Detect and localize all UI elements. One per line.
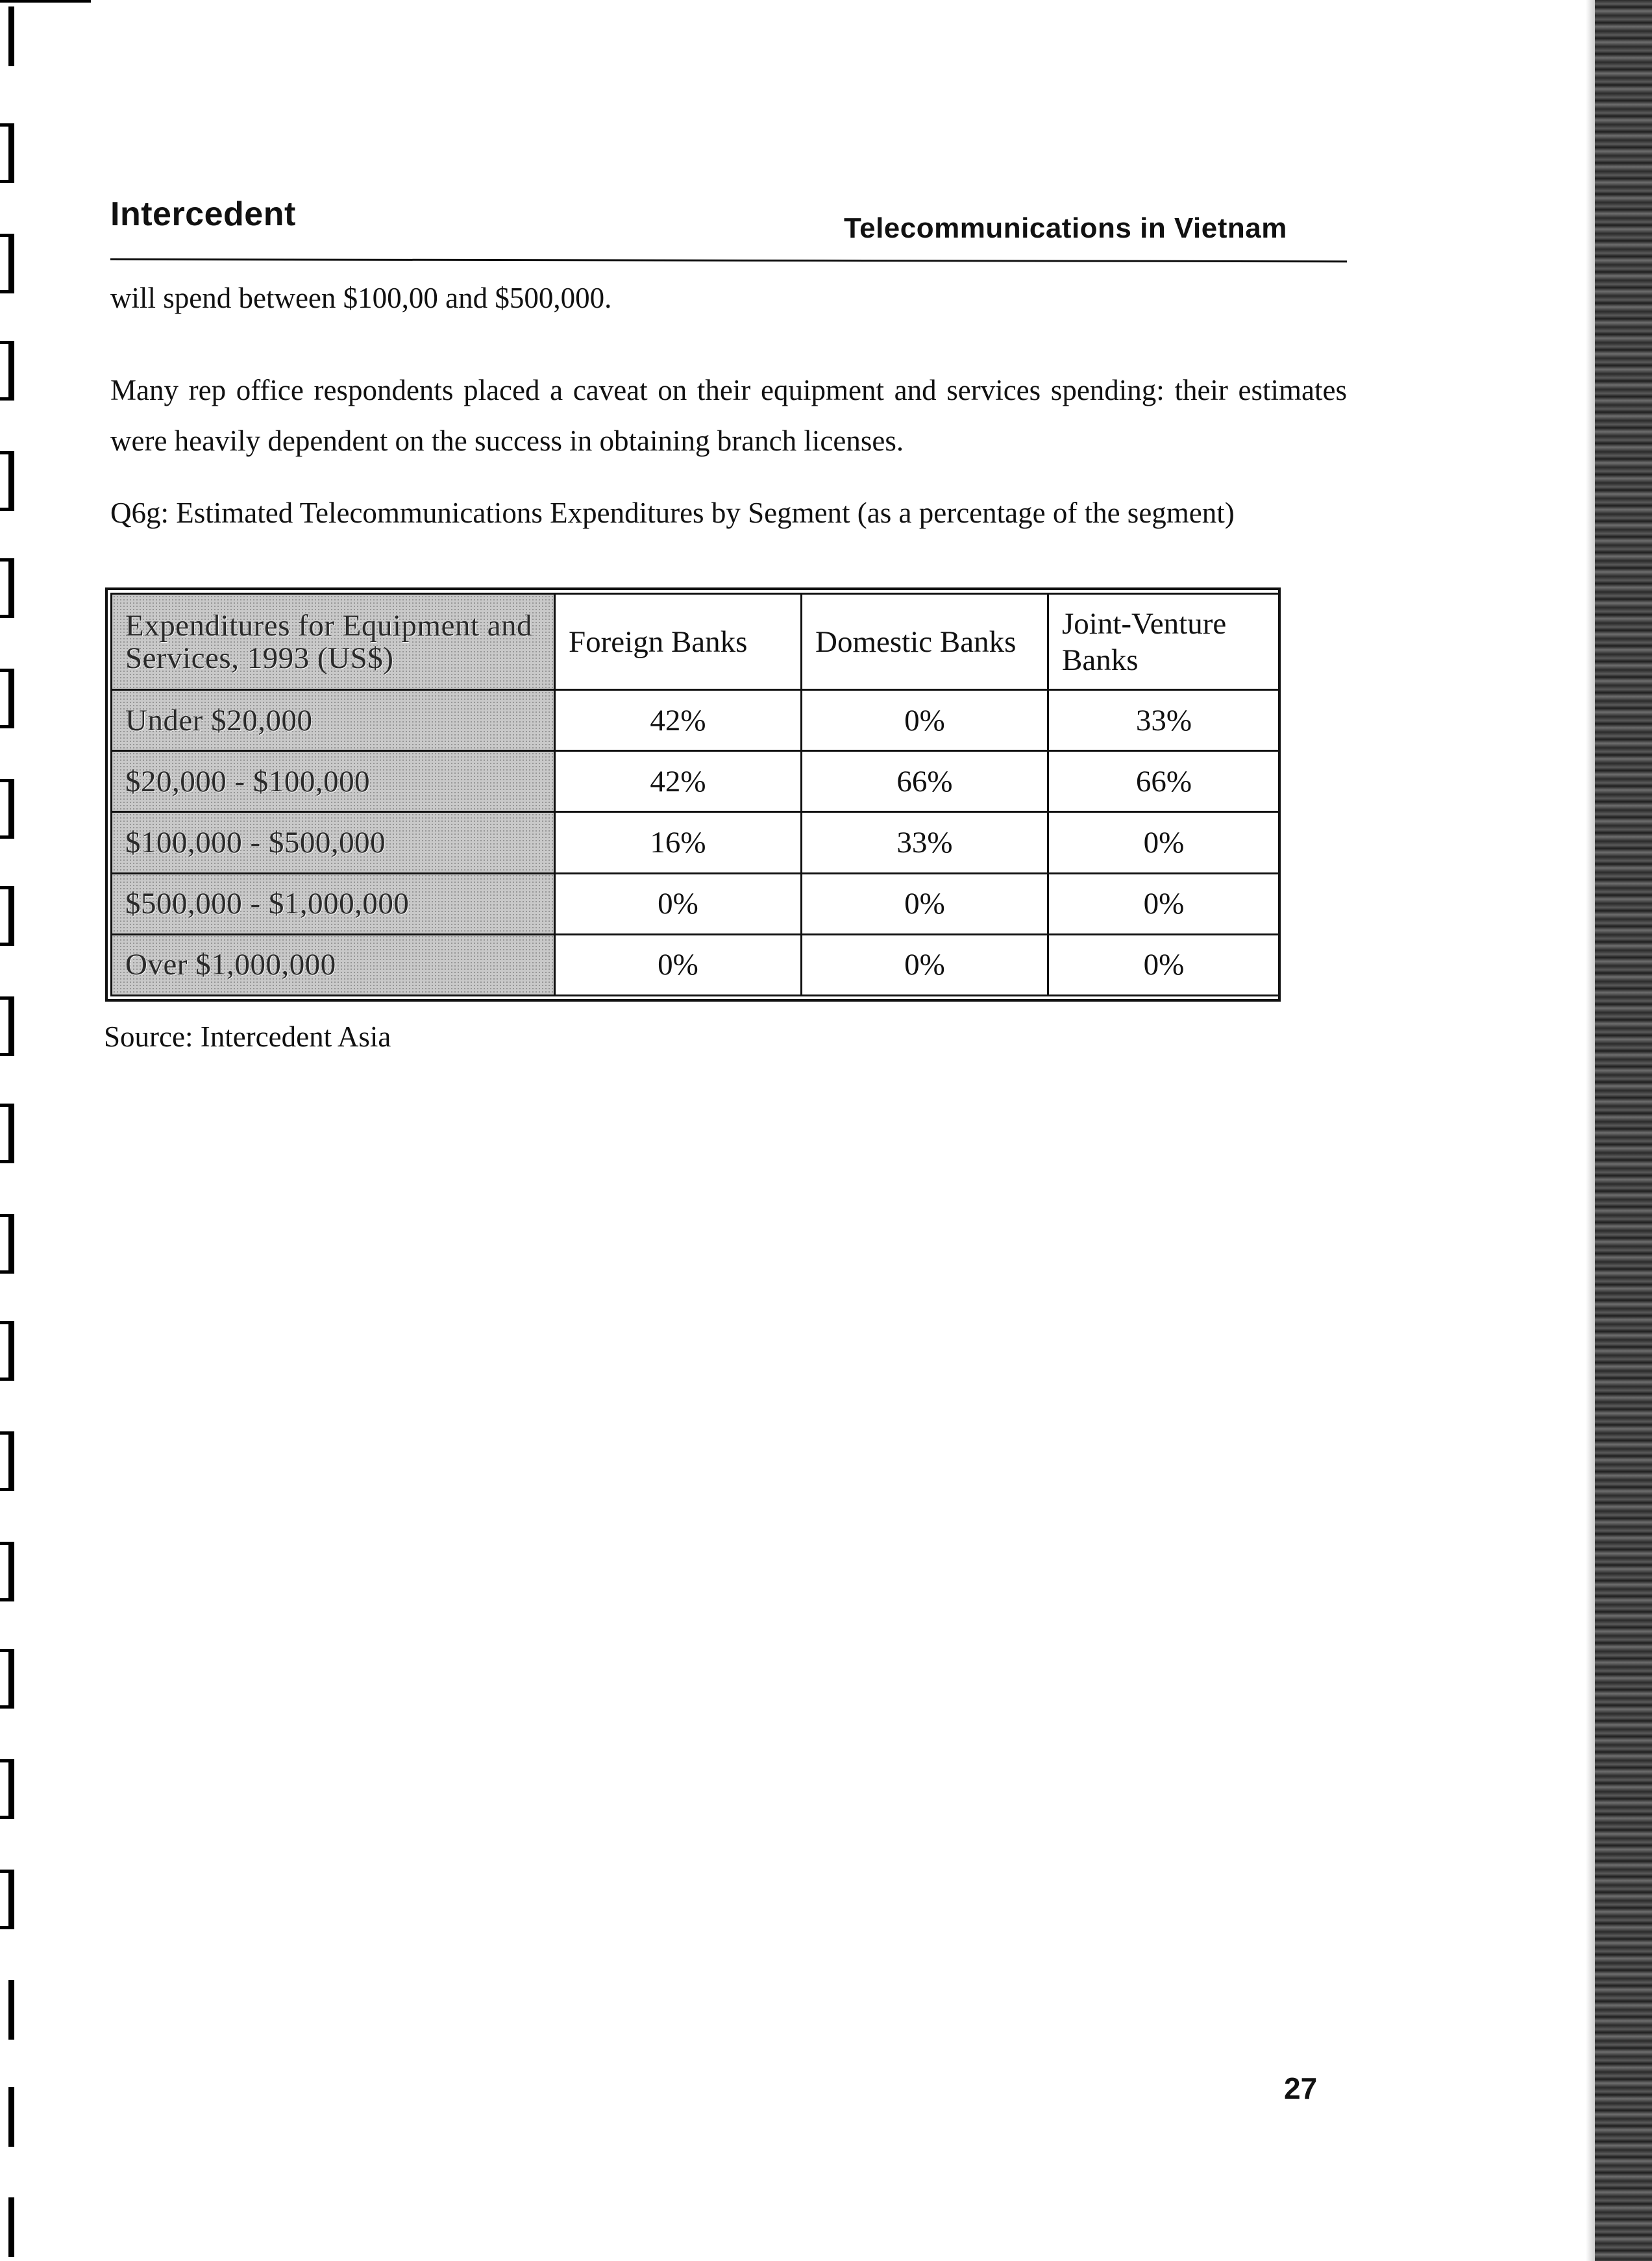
table-caption: Q6g: Estimated Telecommunications Expenditures by Segment (as a percentage of the segment) — [110, 497, 1235, 529]
table-row — [112, 812, 1280, 873]
table-cell: 66% — [1048, 751, 1280, 812]
column-header-domestic-banks: Domestic Banks — [802, 594, 1048, 690]
page-edge-shadow — [1586, 0, 1595, 2261]
table-cell: 42% — [555, 751, 802, 812]
header-company-name: Intercedent — [110, 195, 296, 233]
table-cell: 0% — [1048, 812, 1280, 873]
binding-mark — [0, 1870, 14, 1929]
table-row — [112, 873, 1280, 934]
table-cell: 0% — [802, 934, 1048, 995]
binding-mark — [0, 1542, 14, 1601]
binding-mark — [0, 1649, 14, 1709]
table-cell: 42% — [555, 690, 802, 751]
table-cell: 0% — [555, 934, 802, 995]
spiral-binding-edge — [1595, 0, 1652, 2261]
column-header-joint-venture-banks: Joint-Venture Banks — [1048, 594, 1280, 690]
header-report-title: Telecommunications in Vietnam — [844, 212, 1287, 244]
binding-mark — [0, 1759, 14, 1819]
row-label: $500,000 - $1,000,000 — [112, 873, 555, 934]
binding-mark — [0, 1321, 14, 1381]
binding-mark — [0, 2087, 14, 2147]
binding-mark — [0, 234, 14, 293]
binding-mark — [0, 886, 14, 946]
table-cell: 66% — [802, 751, 1048, 812]
source-note: Source: Intercedent Asia — [104, 1020, 391, 1053]
binding-mark — [0, 996, 14, 1056]
table-cell: 0% — [555, 873, 802, 934]
row-label: Under $20,000 — [112, 690, 555, 751]
column-header-foreign-banks: Foreign Banks — [555, 594, 802, 690]
binding-mark — [0, 451, 14, 511]
binding-mark — [0, 1980, 14, 2040]
binding-mark — [0, 6, 14, 66]
row-label: $100,000 - $500,000 — [112, 812, 555, 873]
table-cell: 33% — [1048, 690, 1280, 751]
binding-mark — [0, 1104, 14, 1163]
table-cell: 16% — [555, 812, 802, 873]
table-cell: 33% — [802, 812, 1048, 873]
binding-mark — [0, 341, 14, 401]
table-cell: 0% — [1048, 934, 1280, 995]
header-rule — [110, 258, 1347, 262]
binding-mark — [0, 1214, 14, 1274]
table-cell: 0% — [802, 690, 1048, 751]
body-paragraph-1: will spend between $100,00 and $500,000. — [110, 282, 612, 314]
page-number: 27 — [1284, 2071, 1318, 2105]
binding-mark — [0, 1431, 14, 1491]
binding-mark — [0, 779, 14, 839]
binding-mark — [0, 669, 14, 728]
row-label: Over $1,000,000 — [112, 934, 555, 995]
expenditure-table-frame — [105, 587, 1281, 1002]
table-cell: 0% — [802, 873, 1048, 934]
table-row — [112, 751, 1280, 812]
table-corner-header: Expenditures for Equipment and Services, 1993 (US$) — [112, 594, 555, 690]
body-paragraph-2: Many rep office respondents placed a caveat on their equipment and services spending: their estimates were heavily dependent on the success in obtaining branch licenses. — [110, 374, 1347, 457]
binding-mark — [0, 558, 14, 618]
table-header-row — [112, 594, 1280, 690]
binding-marks — [0, 0, 26, 2261]
binding-mark — [0, 123, 14, 183]
row-label: $20,000 - $100,000 — [112, 751, 555, 812]
table-row — [112, 690, 1280, 751]
expenditure-table — [110, 593, 1281, 996]
table-cell: 0% — [1048, 873, 1280, 934]
binding-mark — [0, 2197, 14, 2257]
table-row — [112, 934, 1280, 995]
